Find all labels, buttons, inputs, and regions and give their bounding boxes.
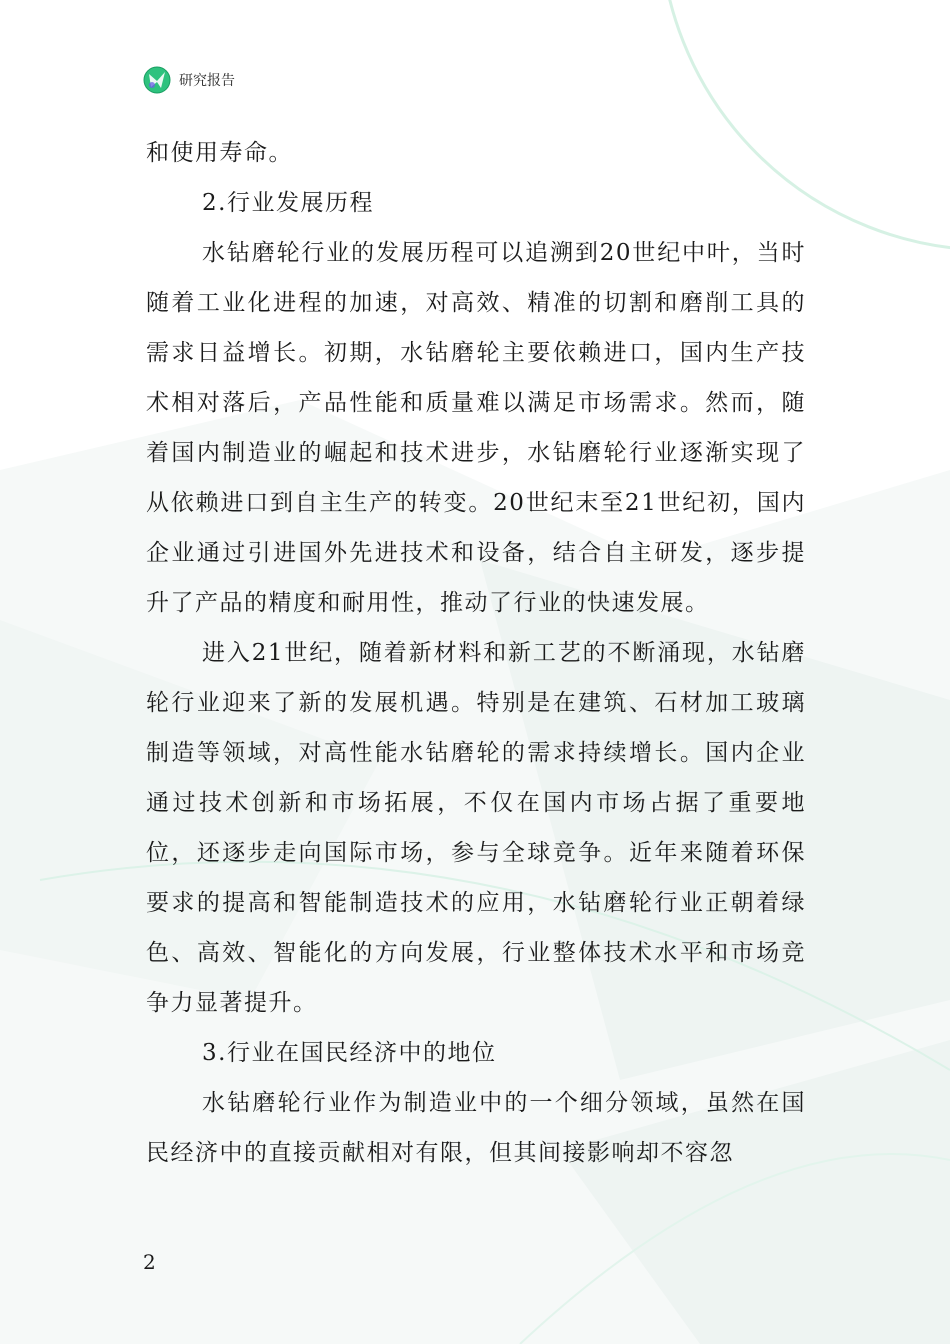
header-title: 研究报告 (179, 73, 235, 89)
section2-paragraph-2: 进入21世纪，随着新材料和新工艺的不断涌现，水钻磨轮行业迎来了新的发展机遇。特别是在建筑、石材加工玻璃制造等领域，对高性能水钻磨轮的需求持续增长。国内企业通过技术创新和市场拓展，不仅在国内市场占据了重要地位，还逐步走向国际市场，参与全球竞争。近年来随着环保要求的提高和智能制造技术的应用，水钻磨轮行业正朝着绿色、高效、智能化的方向发展，行业整体技术水平和市场竞争力显著提升。 (146, 640, 806, 1016)
section2-paragraph-1: 水钻磨轮行业的发展历程可以追溯到20世纪中叶，当时随着工业化进程的加速，对高效、精准的切割和磨削工具的需求日益增长。初期，水钻磨轮主要依赖进口，国内生产技术相对落后，产品性能和质量难以满足市场需求。然而，随着国内制造业的崛起和技术进步，水钻磨轮行业逐渐实现了从依赖进口到自主生产的转变。20世纪末至21世纪初，国内企业通过引进国外先进技术和设备，结合自主研发，逐步提升了产品的精度和耐用性，推动了行业的快速发展。 (146, 240, 806, 616)
section3-paragraph-1: 水钻磨轮行业作为制造业中的一个细分领域，虽然在国民经济中的直接贡献相对有限，但其间接影响却不容忽 (146, 1090, 806, 1166)
intro-continuation: 和使用寿命。 (146, 140, 293, 166)
section-heading-2: 2.行业发展历程 (202, 190, 374, 216)
document-body (146, 128, 806, 1178)
report-logo-icon (143, 66, 171, 94)
report-header (143, 66, 235, 94)
page-number: 2 (143, 1250, 156, 1274)
section-heading-3: 3.行业在国民经济中的地位 (202, 1040, 497, 1066)
